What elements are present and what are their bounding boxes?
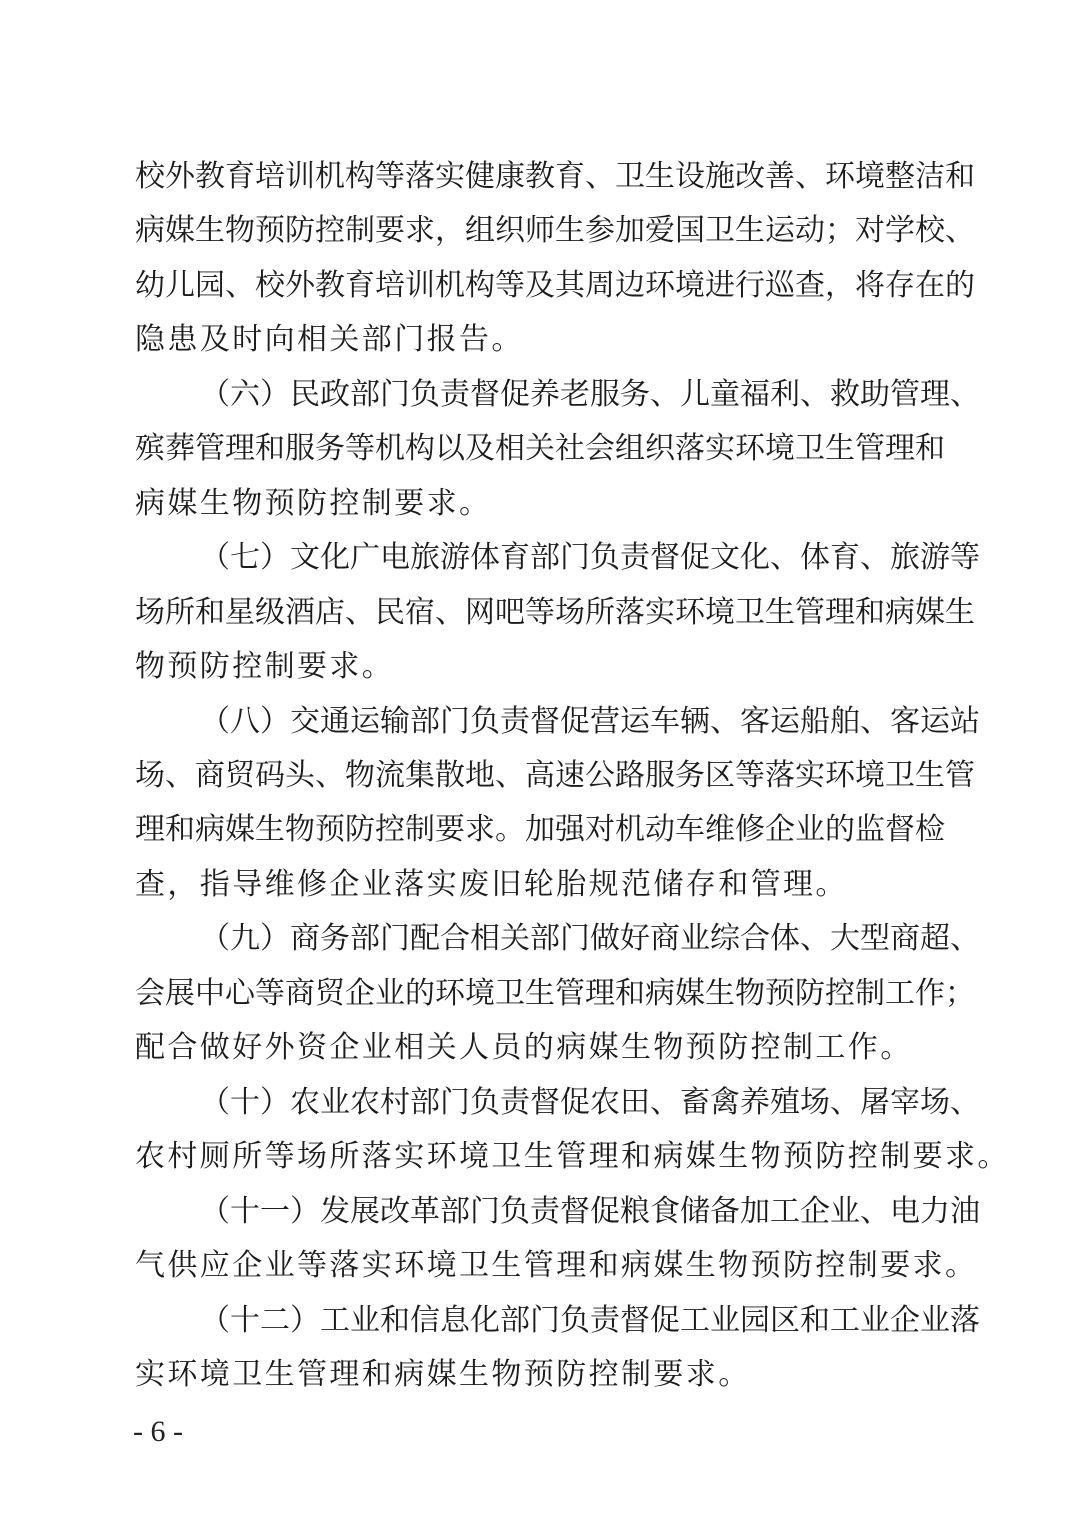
item-8-line-2: 场、商贸码头、物流集散地、高速公路服务区等落实环境卫生管 xyxy=(135,758,975,793)
paragraph-continuation-line-2: 病媒生物预防控制要求，组织师生参加爱国卫生运动；对学校、 xyxy=(135,213,975,248)
item-6-line-2: 殡葬管理和服务等机构以及相关社会组织落实环境卫生管理和 xyxy=(135,431,945,466)
paragraph-continuation-line-1: 校外教育培训机构等落实健康教育、卫生设施改善、环境整洁和 xyxy=(135,159,975,194)
item-7-line-1: （七）文化广电旅游体育部门负责督促文化、体育、旅游等 xyxy=(200,540,980,575)
item-9-line-3: 配合做好外资企业相关人员的病媒生物预防控制工作。 xyxy=(135,1030,913,1065)
item-10-line-1: （十）农业农村部门负责督促农田、畜禽养殖场、屠宰场、 xyxy=(200,1085,980,1120)
item-6-line-3: 病媒生物预防控制要求。 xyxy=(135,486,492,521)
item-8-line-3: 理和病媒生物预防控制要求。加强对机动车维修企业的监督检 xyxy=(135,812,945,847)
paragraph-continuation-line-4: 隐患及时向相关部门报告。 xyxy=(135,322,524,357)
item-6-line-1: （六）民政部门负责督促养老服务、儿童福利、救助管理、 xyxy=(200,377,980,412)
item-7-line-3: 物预防控制要求。 xyxy=(135,649,395,684)
item-8-line-4: 查，指导维修企业落实废旧轮胎规范储存和管理。 xyxy=(135,867,848,902)
item-10-line-2: 农村厕所等场所落实环境卫生管理和病媒生物预防控制要求。 xyxy=(135,1139,1010,1174)
item-7-line-2: 场所和星级酒店、民宿、网吧等场所落实环境卫生管理和病媒生 xyxy=(135,595,975,630)
item-8-line-1: （八）交通运输部门负责督促营运车辆、客运船舶、客运站 xyxy=(200,704,980,739)
item-9-line-2: 会展中心等商贸企业的环境卫生管理和病媒生物预防控制工作； xyxy=(135,976,975,1011)
paragraph-continuation-line-3: 幼儿园、校外教育培训机构等及其周边环境进行巡查，将存在的 xyxy=(135,268,975,303)
item-11-line-1: （十一）发展改革部门负责督促粮食储备加工企业、电力油 xyxy=(200,1194,980,1229)
page-number: - 6 - xyxy=(133,1415,183,1448)
item-11-line-2: 气供应企业等落实环境卫生管理和病媒生物预防控制要求。 xyxy=(135,1248,978,1283)
item-9-line-1: （九）商务部门配合相关部门做好商业综合体、大型商超、 xyxy=(200,921,980,956)
item-12-line-1: （十二）工业和信息化部门负责督促工业园区和工业企业落 xyxy=(200,1303,980,1338)
item-12-line-2: 实环境卫生管理和病媒生物预防控制要求。 xyxy=(135,1357,751,1392)
